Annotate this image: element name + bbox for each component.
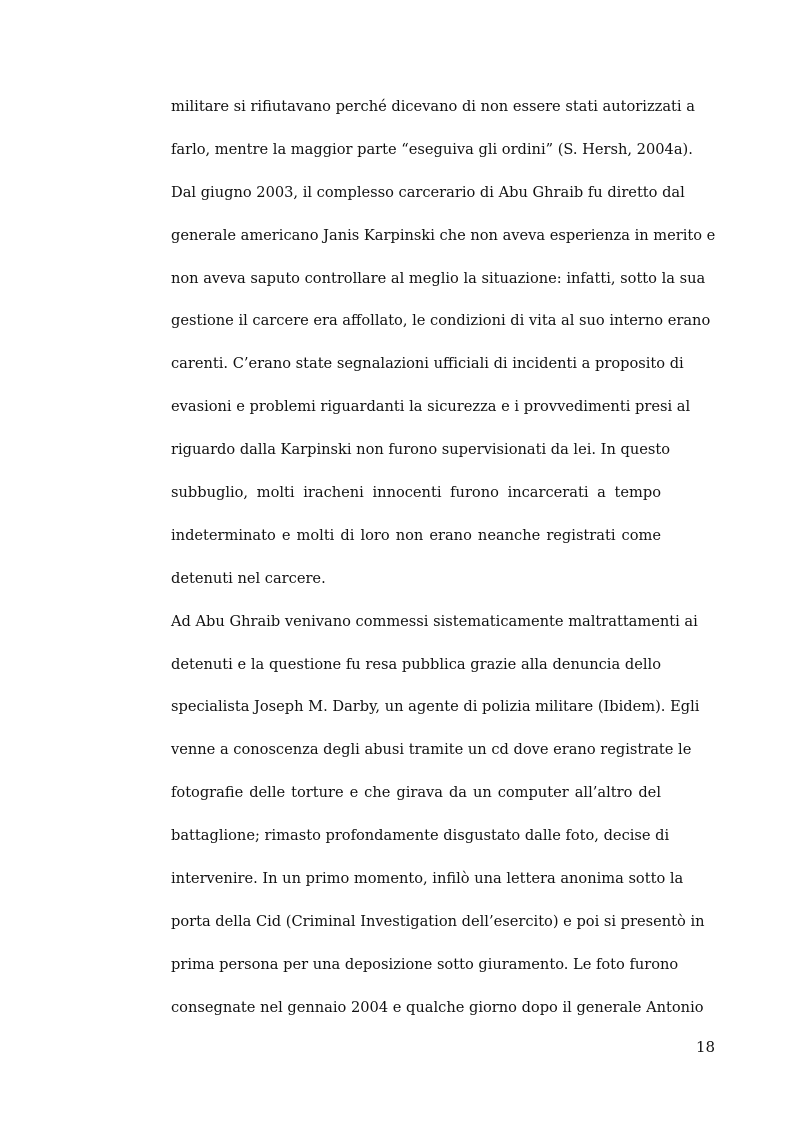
text-line: venne a conoscenza degli abusi tramite un cd dove erano registrate le: [171, 741, 692, 759]
text-line: gestione il carcere era affollato, le condizioni di vita al suo interno erano: [171, 312, 711, 330]
text-line: consegnate nel gennaio 2004 e qualche giorno dopo il generale Antonio: [171, 998, 704, 1016]
text-line: carenti. C’erano state segnalazioni ufficiali di incidenti a proposito di: [171, 355, 684, 373]
text-line: detenuti e la questione fu resa pubblica grazie alla denuncia dello: [171, 655, 661, 673]
text-line: Dal giugno 2003, il complesso carcerario di Abu Ghraib fu diretto dal: [171, 183, 685, 201]
text-line: generale americano Janis Karpinski che non aveva esperienza in merito e: [171, 226, 716, 244]
text-line: indeterminato e molti di loro non erano neanche registrati come: [171, 526, 661, 544]
text-line: subbuglio, molti iracheni innocenti furono incarcerati a tempo: [171, 484, 661, 502]
text-line: militare si rifiutavano perché dicevano di non essere stati autorizzati a: [171, 98, 695, 115]
text-line: fotografie delle torture e che girava da un computer all’altro del: [171, 784, 661, 802]
page-number: 18: [696, 1038, 716, 1056]
text-line: porta della Cid (Criminal Investigation dell’esercito) e poi si presentò in: [171, 912, 705, 930]
page-body: [171, 92, 716, 1036]
text-line: specialista Joseph M. Darby, un agente di polizia militare (Ibidem). Egli: [171, 698, 700, 716]
text-line: battaglione; rimasto profondamente disgustato dalle foto, decise di: [171, 827, 670, 845]
text-line: intervenire. In un primo momento, infilò una lettera anonima sotto la: [171, 870, 684, 888]
text-line: riguardo dalla Karpinski non furono supervisionati da lei. In questo: [171, 441, 671, 459]
text-line: evasioni e problemi riguardanti la sicurezza e i provvedimenti presi al: [171, 398, 691, 416]
text-line: prima persona per una deposizione sotto giuramento. Le foto furono: [171, 955, 679, 973]
text-line: non aveva saputo controllare al meglio la situazione: infatti, sotto la sua: [171, 269, 706, 287]
text-line: detenuti nel carcere.: [171, 569, 326, 587]
text-line: farlo, mentre la maggior parte “eseguiva gli ordini” (S. Hersh, 2004a).: [171, 140, 693, 158]
text-line: Ad Abu Ghraib venivano commessi sistematicamente maltrattamenti ai: [171, 612, 698, 630]
